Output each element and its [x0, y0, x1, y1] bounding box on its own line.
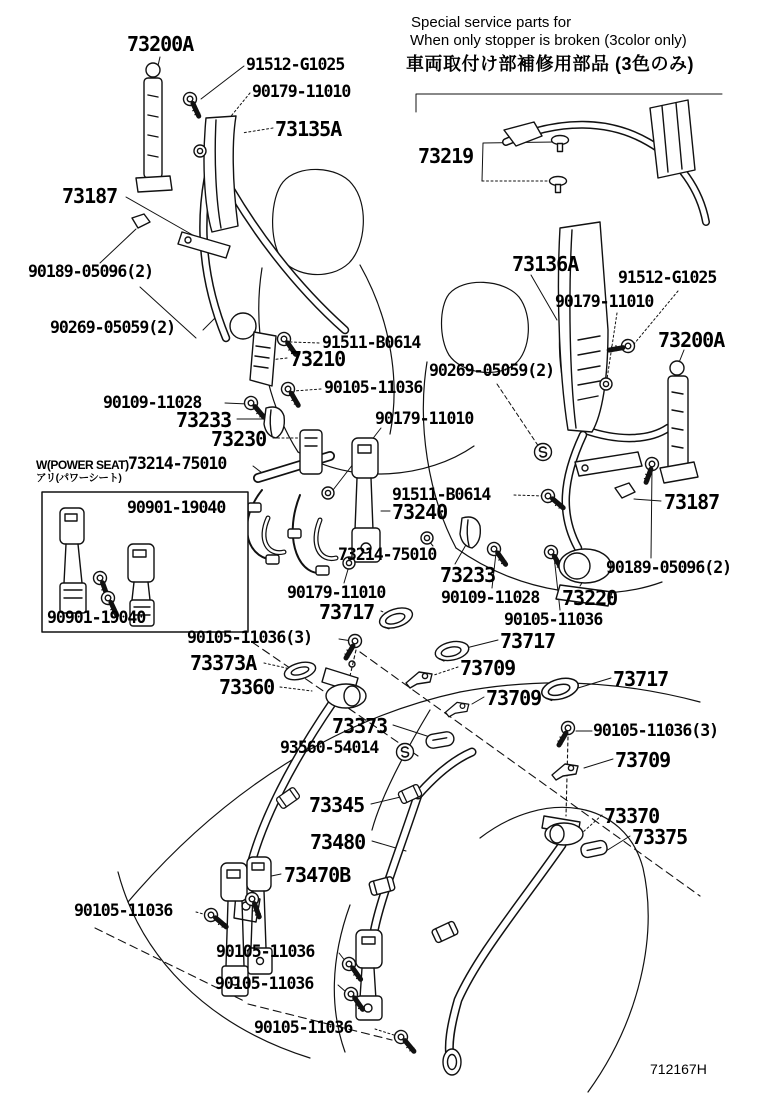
cover-73375 [580, 839, 608, 858]
part-label: 73200A [658, 328, 725, 352]
part-label: 73373A [190, 651, 257, 675]
part-label: 90179-11010 [555, 292, 654, 311]
part-label: 73717 [319, 600, 375, 624]
part-label: 73480 [310, 830, 366, 854]
part-label: 93560-54014 [280, 738, 379, 757]
tongue-plate-73373 [425, 731, 455, 750]
bolt-icon [641, 456, 661, 482]
part-label: 90105-11036 [216, 942, 315, 961]
part-label: 90105-11036 [324, 378, 423, 397]
part-label: 73709 [615, 748, 671, 772]
bolt-icon [179, 90, 208, 117]
push-clip-icon [552, 136, 569, 152]
part-label: 91512-G1025 [246, 55, 345, 74]
bolt-icon [391, 1029, 419, 1053]
belt-clamp-icon [369, 876, 396, 896]
service-note-line1: Special service parts for [411, 14, 572, 31]
pillar-trim-73135A [204, 116, 238, 232]
service-note-line2: When only stopper is broken (3color only) [410, 32, 687, 49]
part-label: 90189-05096(2) [28, 262, 154, 281]
part-label: 73709 [486, 686, 542, 710]
part-label: 73214-75010 [128, 454, 227, 473]
ring-73373A [282, 659, 317, 683]
bracket-73709-icon [552, 764, 578, 780]
center-rail-73230-assembly [247, 430, 336, 575]
part-label: 90179-11010 [287, 583, 386, 602]
part-label: 73717 [613, 667, 669, 691]
s-hook-icon [397, 744, 414, 761]
belt-clamp-icon [431, 921, 459, 944]
part-label: 73360 [219, 675, 275, 699]
part-label: 73240 [392, 500, 448, 524]
nut-icon [194, 145, 206, 157]
part-label: 90105-11036 [504, 610, 603, 629]
belt-anchor [443, 1049, 461, 1075]
nut-icon [600, 378, 612, 390]
part-label: 90901-19040 [47, 608, 146, 627]
drawing-code: 712167H [650, 1061, 707, 1077]
part-label: 90105-11036 [254, 1018, 353, 1037]
bracket-73709-icon [406, 672, 432, 688]
bolt-icon [203, 907, 229, 927]
push-clip-icon [550, 177, 567, 193]
service-inset-73219 [504, 100, 706, 222]
hanger-73200A-right [660, 361, 698, 483]
part-label: 90269-05059(2) [429, 361, 555, 380]
cover-73233-right [460, 517, 480, 548]
part-label: 73210 [290, 347, 346, 371]
part-label: 91511-B0614 [322, 333, 421, 352]
part-label: 73370 [604, 804, 660, 828]
power-seat-caption-line1: W(POWER SEAT) [36, 458, 129, 472]
bolt-icon [345, 635, 362, 659]
service-note-japanese: 車両取付け部補修用部品 (3色のみ) [406, 54, 694, 74]
part-label: 73709 [460, 656, 516, 680]
part-label: 73135A [275, 117, 342, 141]
part-label: 73187 [664, 490, 720, 514]
part-label: 90901-19040 [127, 498, 226, 517]
part-label: 90105-11036 [215, 974, 314, 993]
part-label: 73136A [512, 252, 579, 276]
anchor-plate-73187-right [575, 452, 642, 498]
part-label: 73373 [332, 714, 388, 738]
part-label: 90179-11010 [252, 82, 351, 101]
part-label: 73214-75010 [338, 545, 437, 564]
part-label: 73233 [176, 408, 232, 432]
bracket-73709-icon [445, 702, 468, 716]
part-label: 73200A [127, 32, 194, 56]
power-seat-caption-line2: アリ(パワーシート) [36, 472, 122, 485]
bolt-icon [277, 380, 306, 406]
part-label: 73375 [632, 825, 688, 849]
part-label: 91512-G1025 [618, 268, 717, 287]
rear-right-belt-73370 [431, 816, 608, 1075]
part-label: 73230 [211, 427, 267, 451]
buckle-73210 [230, 313, 276, 386]
part-label: 90189-05096(2) [606, 558, 732, 577]
nut-icon [421, 532, 433, 544]
part-label: 90105-11036 [74, 901, 173, 920]
part-label: 73233 [440, 563, 496, 587]
part-label: 73187 [62, 184, 118, 208]
bolt-icon [609, 334, 638, 362]
cover-73233-left [264, 407, 284, 438]
part-label: 73470B [284, 863, 351, 887]
hanger-73200A-left [136, 63, 172, 192]
cover-73717-icon [377, 604, 415, 632]
part-label: 90109-11028 [441, 588, 540, 607]
power-seat-caption [36, 458, 129, 485]
part-label: 90179-11010 [375, 409, 474, 428]
nut-icon [322, 487, 334, 499]
part-label: 90105-11036(3) [593, 721, 719, 740]
part-label: 91511-B0614 [392, 485, 491, 504]
bolt-icon [484, 540, 512, 565]
part-label: 73219 [418, 144, 474, 168]
part-label: 90105-11036(3) [187, 628, 313, 647]
part-label: 73220 [562, 586, 618, 610]
part-label: 73345 [309, 793, 365, 817]
cover-73717-icon [539, 675, 580, 704]
bolt-icon [558, 722, 575, 746]
part-label: 90109-11028 [103, 393, 202, 412]
part-label: 73717 [500, 629, 556, 653]
part-label: 90269-05059(2) [50, 318, 176, 337]
s-hook-icon [535, 444, 552, 461]
